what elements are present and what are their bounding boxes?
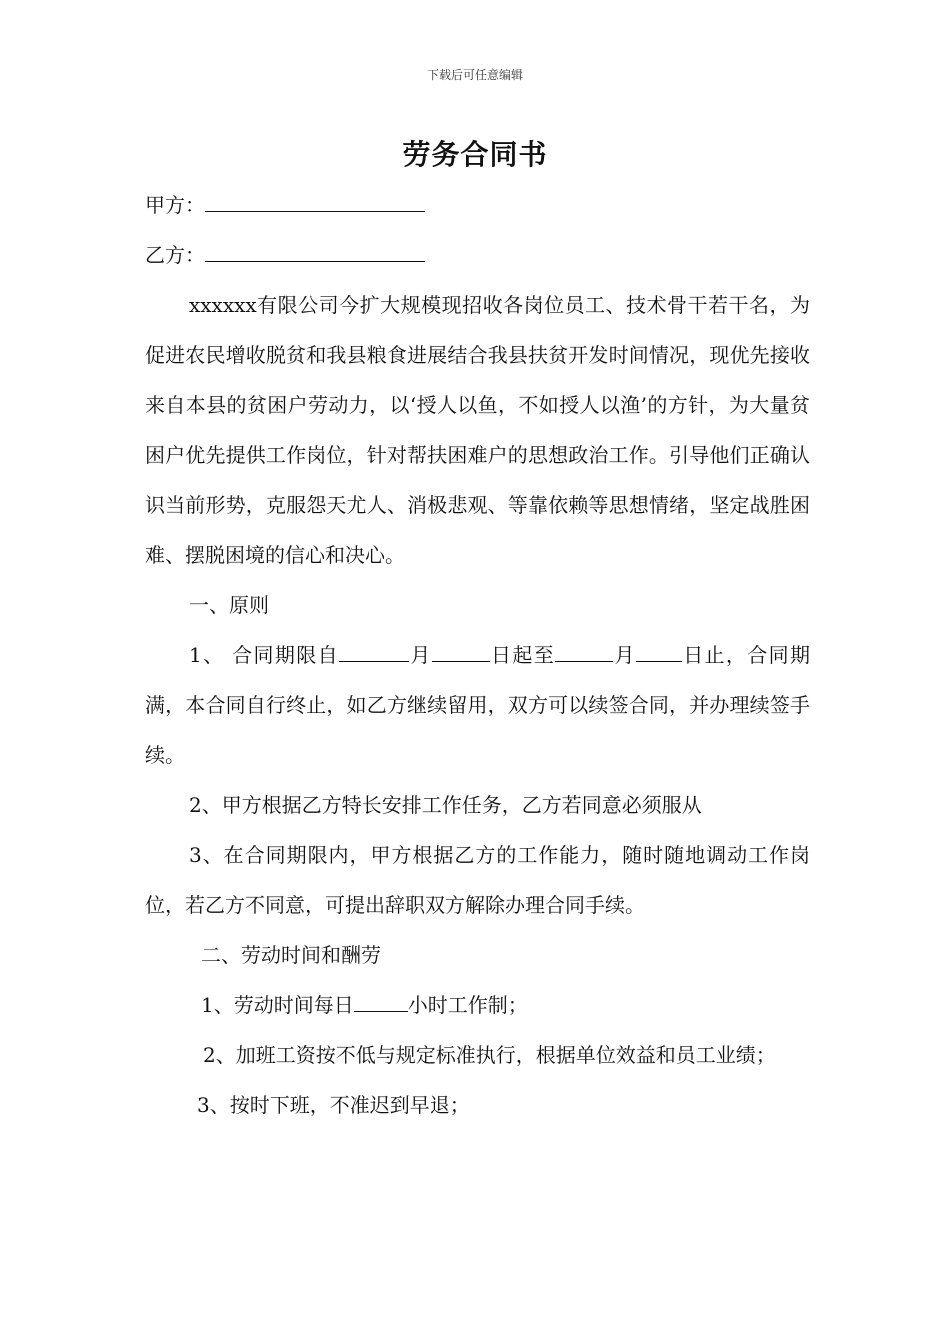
start-day-blank[interactable] [432, 660, 490, 662]
term-text-start: 1、 合同期限自 [189, 643, 339, 667]
hours-text-start: 1、劳动时间每日 [201, 993, 354, 1017]
daily-hours-blank[interactable] [354, 1010, 408, 1012]
party-b-blank[interactable] [205, 260, 425, 262]
contract-body [145, 180, 810, 1130]
section-1-item-1 [145, 630, 810, 780]
party-a-blank[interactable] [205, 210, 425, 212]
term-text-month: 月 [408, 643, 432, 667]
end-day-blank[interactable] [636, 660, 682, 662]
term-text-from: 日起至 [489, 643, 556, 667]
section-2-item-3: 3、按时下班，不准迟到早退； [197, 1093, 470, 1117]
start-month-blank[interactable] [339, 660, 409, 662]
hours-text-end: 小时工作制； [407, 993, 528, 1017]
end-month-blank[interactable] [555, 660, 613, 662]
section-1-item-2: 2、甲方根据乙方特长安排工作任务，乙方若同意必须服从 [189, 793, 702, 817]
term-text-end: 日止，合同期满，本合同自行终止，如乙方继续留用，双方可以续签合同，并办理续签手续。 [145, 643, 810, 767]
section-1-item-3: 3、在合同期限内，甲方根据乙方的工作能力，随时随地调动工作岗位，若乙方不同意，可提出辞职双方解除办理合同手续。 [145, 843, 810, 917]
header-note: 下载后可任意编辑 [426, 68, 523, 82]
intro-paragraph: xxxxxx有限公司今扩大规模现招收各岗位员工、技术骨干若干名，为促进农民增收脱贫和我县粮食进展结合我县扶贫开发时间情况，现优先接收来自本县的贫困户劳动力，以‘授人以鱼，不如授人以渔’的方针，为大量贫困户优先提供工作岗位，针对帮扶困难户的思想政治工作。引导他们正确认识当前形势，克服怨天尤人、消极悲观、等靠依赖等思想情绪，坚定战胜困难、摆脱困境的信心和决心。 [145, 293, 810, 567]
party-a-label: 甲方： [145, 193, 205, 217]
party-b-line [145, 230, 810, 280]
document-title: 劳务合同书 [402, 138, 548, 171]
party-a-line [145, 180, 810, 230]
section-2-heading: 二、劳动时间和酬劳 [201, 943, 381, 967]
section-2-item-2: 2、加班工资按不低与规定标准执行，根据单位效益和员工业绩； [203, 1043, 776, 1067]
party-b-label: 乙方： [145, 243, 205, 267]
term-text-month-2: 月 [613, 643, 636, 667]
section-1-heading: 一、原则 [189, 593, 269, 617]
section-2-item-1 [145, 980, 810, 1030]
